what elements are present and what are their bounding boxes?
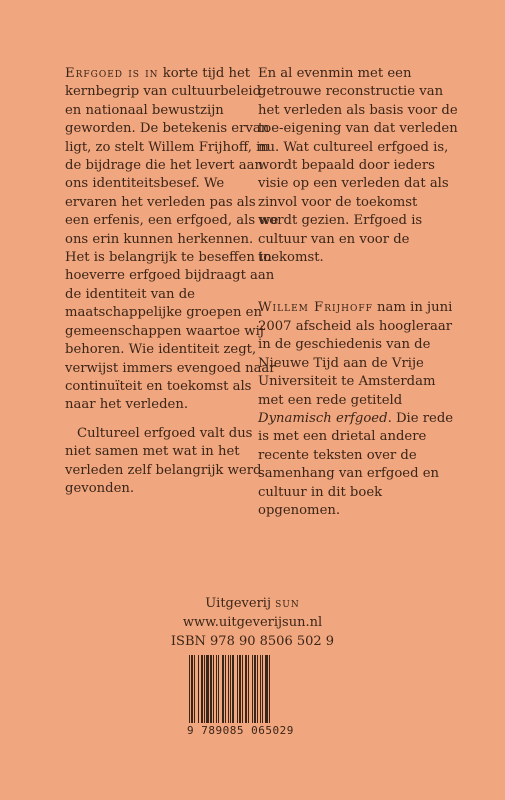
author-name-smallcaps: Willem Frijhoff xyxy=(258,300,373,316)
intro-paragraph xyxy=(65,65,280,415)
intro-paragraph-text: korte tijd het kernbegrip van cultuurbeleid en nationaal bewustzijn geworden. De betekenis ervan ligt, zo stelt Willem Frijhoff, in de bijdrage die het levert aan ons identiteitsbesef. We ervaren het verleden pas als een erfenis, een erfgoed, als we ons erin kunnen herkennen. Het is belangrijk te beseffen in hoeverre erfgoed bijdraagt aan de identiteit van de maatschappelijke groepen en gemeenschappen waartoe wij behoren. Wie identiteit zegt, verwijst immers evengoed naar continuïteit en toekomst als naar het verleden. xyxy=(65,66,279,413)
author-bio-paragraph: Willem Frijhoff nam in juni 2007 afscheid als hoogleraar in de geschiedenis van de Nieuwe Tijd aan de Vrije Universiteit te Amsterdam met een rede getiteld Dynamisch erfgoed. Die rede is met een drietal andere recente teksten over de samenhang van erfgoed en cultuur in dit boek opgenomen. xyxy=(258,300,454,518)
publisher-block xyxy=(0,594,505,651)
left-text-column xyxy=(65,65,280,508)
publisher-website: www.uitgeverijsun.nl xyxy=(182,615,323,630)
publisher-name: Uitgeverij sun xyxy=(205,596,300,611)
barcode xyxy=(187,655,317,745)
isbn-number: ISBN 978 90 8506 502 9 xyxy=(170,634,335,649)
right-text-column xyxy=(258,65,458,530)
barcode-bars xyxy=(187,655,311,723)
barcode-number: 9 789085 065029 xyxy=(187,724,294,737)
lecture-title: Dynamisch erfgoed xyxy=(258,410,388,426)
continuation-paragraph: En al evenmin met een getrouwe reconstructie van het verleden als basis voor de toe-eigening van dat verleden nu. Wat cultureel erfgoed is, wordt bepaald door ieders visie op een verleden dat als zinvol voor de toekomst wordt gezien. Erfgoed is cultuur van en voor de toekomst. xyxy=(258,66,458,266)
intro-lead-smallcaps: Erfgoed is in xyxy=(65,66,159,81)
second-paragraph: Cultureel erfgoed valt dus niet samen met wat in het verleden zelf belangrijk werd gevonden. xyxy=(65,425,262,496)
